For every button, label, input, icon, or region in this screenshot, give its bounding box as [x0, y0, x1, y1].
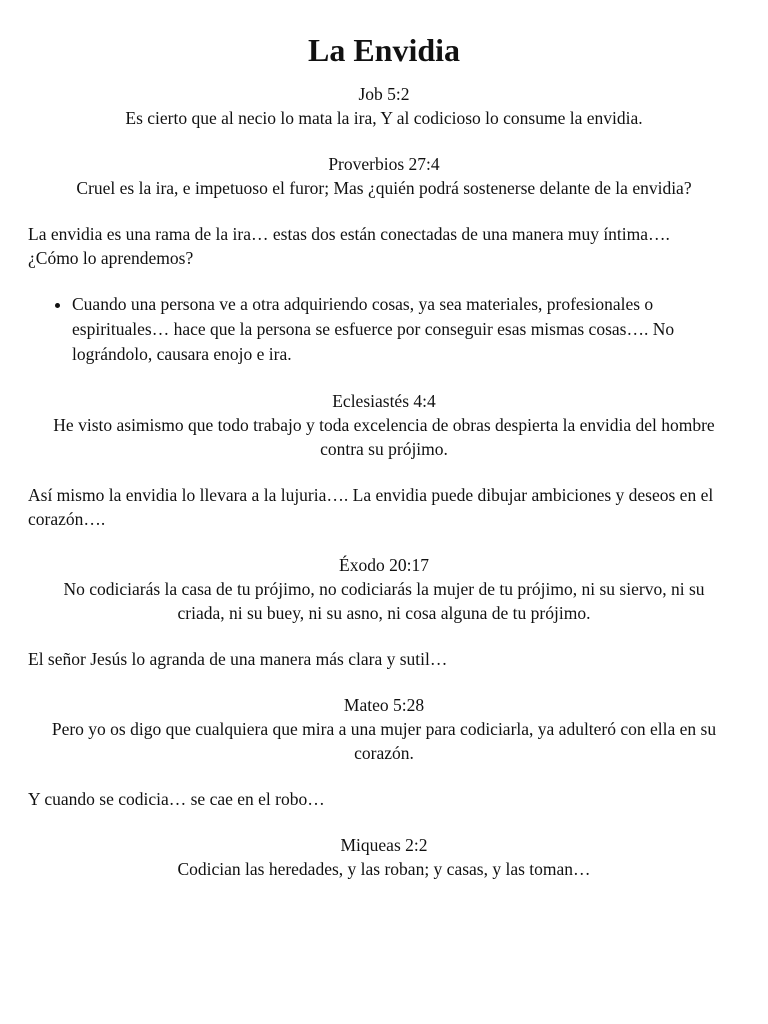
verse-text: Pero yo os digo que cualquiera que mira a una mujer para codiciarla, ya adulteró con ella en su corazón. [51, 719, 717, 763]
bullet-item: • Cuando una persona ve a otra adquiriendo cosas, ya sea materiales, profesionales o espirituales… hace que la persona se esfuerce por conseguir esas mismas cosas…. No lográndolo, causara enojo e ira. [72, 292, 732, 367]
verse-miqueas [48, 833, 720, 881]
verse-proverbios [48, 152, 720, 200]
verse-job [48, 82, 720, 130]
verse-exodo [48, 553, 720, 625]
paragraph-jesus: El señor Jesús lo agranda de una manera más clara y sutil… [28, 649, 448, 669]
verse-reference: Proverbios 27:4 [328, 154, 440, 174]
paragraph-intro: La envidia es una rama de la ira… estas dos están conectadas de una manera muy íntima…. ¿Cómo lo aprendemos? [28, 224, 670, 268]
verse-text: No codiciarás la casa de tu prójimo, no codiciarás la mujer de tu prójimo, ni su siervo, ni su criada, ni su buey, ni su asno, ni cosa alguna de tu prójimo. [63, 579, 705, 623]
verse-text: Es cierto que al necio lo mata la ira, Y al codicioso lo consume la envidia. [125, 108, 643, 128]
verse-reference: Job 5:2 [358, 84, 410, 104]
paragraph-robo: Y cuando se codicia… se cae en el robo… [28, 789, 325, 809]
verse-reference: Miqueas 2:2 [340, 835, 428, 855]
bullet-list [28, 292, 740, 367]
verse-reference: Mateo 5:28 [343, 695, 425, 715]
verse-reference: Éxodo 20:17 [339, 555, 429, 575]
paragraph-lujuria: Así mismo la envidia lo llevara a la lujuria…. La envidia puede dibujar ambiciones y deseos en el corazón…. [28, 485, 714, 529]
verse-text: He visto asimismo que todo trabajo y toda excelencia de obras despierta la envidia del hombre contra su prójimo. [53, 415, 715, 459]
verse-reference: Eclesiastés 4:4 [332, 391, 436, 411]
verse-text: Cruel es la ira, e impetuoso el furor; Mas ¿quién podrá sostenerse delante de la envidia? [76, 178, 692, 198]
verse-mateo [48, 693, 720, 765]
page-title: La Envidia [307, 32, 461, 68]
verse-eclesiastes [48, 389, 720, 461]
verse-text: Codician las heredades, y las roban; y casas, y las toman… [177, 859, 591, 879]
